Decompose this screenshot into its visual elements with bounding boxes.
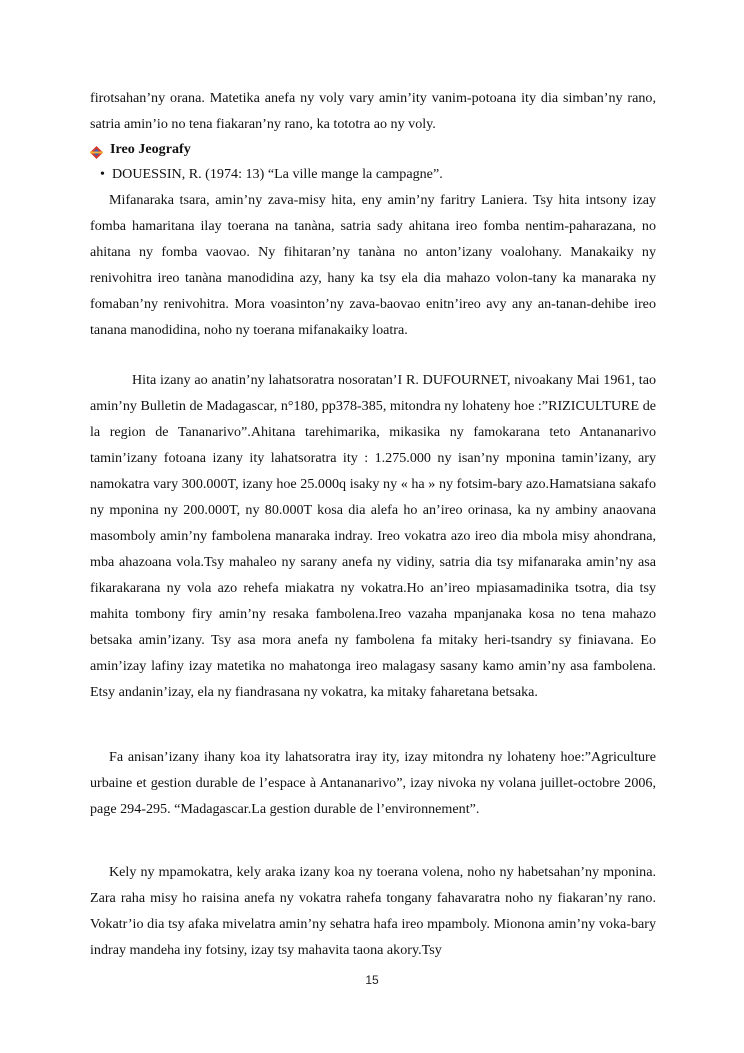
paragraph: Hita izany ao anatin’ny lahatsoratra nosoratan’I R. DUFOURNET, nivoakany Mai 1961, tao amin’ny Bulletin de Madagascar, n°180, pp378-385, mitondra ny lohateny hoe :”RIZICULTURE de la region de Tananarivo”.Ahitana tarehimarika, mikasika ny famokarana teto Antananarivo tamin’izany fotoana izany ity lahatsoratra ity : 1.275.000 ny isan’ny mponina tamin’izany, ary namokatra vary 300.000T, izany hoe 25.000q isaky ny « ha » ny fotsim-bary azo.Hamatsiana sakafo ny mponina ny 200.000T, ny 80.000T kosa dia alefa ho an’ireo orinasa, ka ny ambiny anaovana masomboly amin’ny fambolena manaraka indray. Ireo vokatra azo ireo dia mbola misy ahondrana, mba ahazoana vola.Tsy mahaleo ny sarany anefa ny vidiny, satria dia tsy mifanaraka amin’ny asa fikarakarana ny vola azo rehefa miakatra ny vokatra.Ho an’ireo mpiasamadinika tsotra, dia tsy mahita tombony firy amin’ny resaka fambolena.Ireo vazaha mpanjanaka kosa no tena mahazo betsaka amin’izany. Tsy asa mora anefa ny fambolena fa mitaky heri-tsandry sy finiavana. Eo amin’izay lafiny izay matetika no mahatonga ireo malagasy sasany kamo amin’ny asa fambolena. Etsy andanin’izay, ela ny fiandrasana ny vokatra, ka mitaky faharetana betsaka. xyxy=(90,372,656,700)
section-heading-text: Ireo Jeografy xyxy=(110,141,191,157)
paragraph: Kely ny mpamokatra, kely araka izany koa ny toerana volena, noho ny habetsahan’ny mponina. Zara raha misy ho raisina anefa ny vokatra rahefa tongany fahavaratra noho ny fiakaran’ny rano. Vokatr’io dia tsy afaka mivelatra amin’ny sehatra hafa ireo mpamboly. Mionona amin’ny voka-bary indray mandeha iny fotsiny, izay tsy mahavita taona akory.Tsy xyxy=(90,864,656,958)
paragraph: Fa anisan’izany ihany koa ity lahatsoratra iray ity, izay mitondra ny lohateny hoe:”Agriculture urbaine et gestion durable de l’espace à Antananarivo”, izay nivoka ny volana juillet-octobre 2006, page 294-295. “Madagascar.La gestion durable de l’environnement”. xyxy=(90,749,656,817)
body-text-2 xyxy=(90,367,656,705)
paragraph: Mifanaraka tsara, amin’ny zava-misy hita, eny amin’ny faritry Laniera. Tsy hita intsony izay fomba hamaritana ilay toerana na tanàna, satria sady ahitana ireo fomba nentim-paharazana, no ahitana ny fomba vaovao. Ny fihitaran’ny tanàna no anton’izany voalohany. Manakaiky ny renivohitra ireo tanàna manodidina azy, hany ka tsy ela dia mahazo volon-tany ka manaraka ny fomaban’ny renivohitra. Mora voasinton’ny zava-baovao enitn’ireo avy any an-tanan-dehibe ireo tanana manodidina, noho ny toerana mifanakaiky loatra. xyxy=(90,192,656,338)
body-text xyxy=(90,85,656,343)
body-text-3 xyxy=(90,744,656,822)
bullet-item xyxy=(90,162,656,187)
body-text-4 xyxy=(90,859,656,963)
bullet-dot-icon: • xyxy=(100,166,105,182)
bullet-text: DOUESSIN, R. (1974: 13) “La ville mange la campagne”. xyxy=(112,166,443,182)
section-heading xyxy=(90,137,656,162)
paragraph-continuation: firotsahan’ny orana. Matetika anefa ny voly vary amin’ity vanim-potoana ity dia simban’ny rano, satria amin’io no tena fiakaran’ny rano, ka tototra ao ny voly. xyxy=(90,90,656,132)
section-bullet-icon xyxy=(90,143,103,156)
page-number: 15 xyxy=(365,973,379,987)
